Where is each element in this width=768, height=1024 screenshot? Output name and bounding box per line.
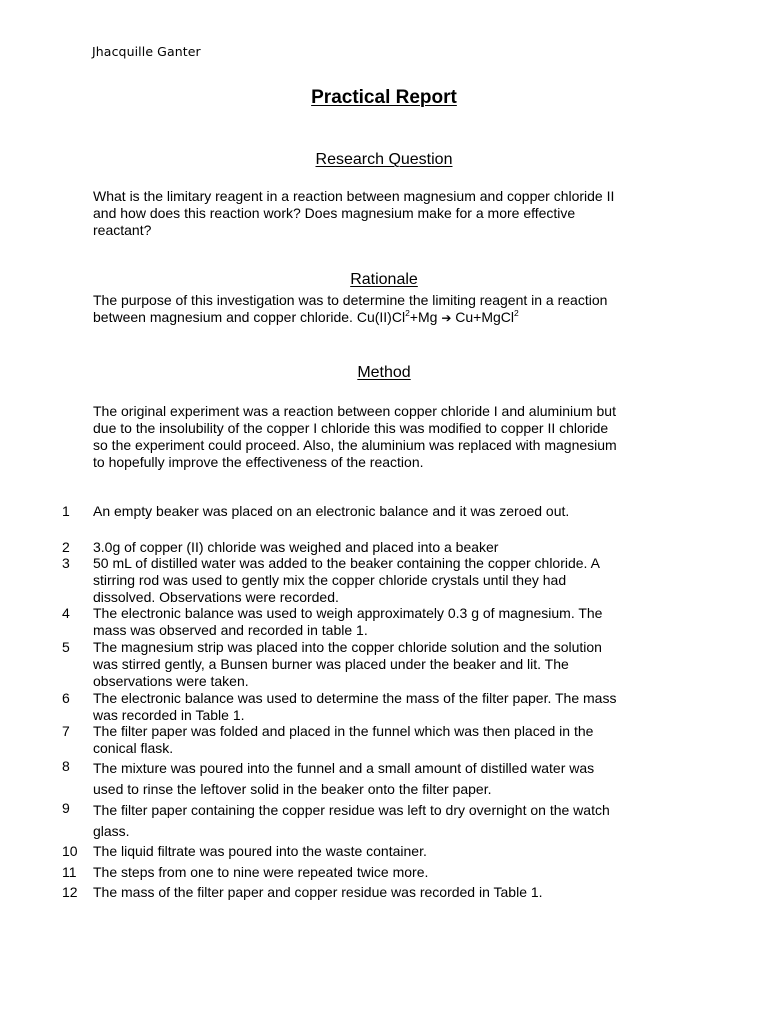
chemical-equation (357, 309, 519, 325)
step-text: conical flask. (93, 740, 174, 756)
step-text: was recorded in Table 1. (93, 707, 245, 723)
step-number: 4 (62, 605, 70, 621)
text-line: to hopefully improve the effectiveness of the reaction. (93, 454, 424, 470)
text-line: due to the insolubility of the copper I chloride this was modified to copper II chloride (93, 420, 609, 436)
step-number: 12 (62, 884, 78, 900)
step-text: used to rinse the leftover solid in the beaker onto the filter paper. (93, 781, 492, 797)
step-text: The steps from one to nine were repeated twice more. (93, 864, 429, 880)
text-line: What is the limitary reagent in a reaction between magnesium and copper chloride II (93, 188, 615, 204)
equation-subscript: 2 (514, 308, 519, 318)
text-line-with-equation (93, 309, 683, 327)
step-number: 1 (62, 503, 70, 519)
step-number: 7 (62, 723, 70, 739)
step-text: 50 mL of distilled water was added to the beaker containing the copper chloride. A (93, 555, 600, 571)
step-number: 5 (62, 639, 70, 655)
rationale-text (93, 292, 683, 327)
equation-subscript: 2 (405, 308, 410, 318)
step-text: dissolved. Observations were recorded. (93, 589, 339, 605)
method-intro (93, 403, 683, 471)
step-text: The mass of the filter paper and copper residue was recorded in Table 1. (93, 884, 543, 900)
method-heading: Method (357, 364, 411, 381)
text-line: The original experiment was a reaction between copper chloride I and aluminium but (93, 403, 616, 419)
text-segment: between magnesium and copper chloride. (93, 309, 357, 325)
arrow-icon: ➔ (441, 311, 452, 325)
step-number: 10 (62, 843, 78, 859)
page-title: Practical Report (311, 87, 457, 108)
step-text: The mixture was poured into the funnel and a small amount of distilled water was (93, 760, 595, 776)
step-text: The liquid filtrate was poured into the waste container. (93, 843, 427, 859)
step-number: 9 (62, 800, 70, 816)
step-text: was stirred gently, a Bunsen burner was placed under the beaker and lit. The (93, 656, 569, 672)
text-line: reactant? (93, 222, 152, 238)
equation-reactant: +Mg (409, 309, 442, 325)
step-text: 3.0g of copper (II) chloride was weighed and placed into a beaker (93, 539, 499, 555)
step-text: The electronic balance was used to determine the mass of the filter paper. The mass (93, 690, 617, 706)
step-number: 8 (62, 758, 70, 774)
step-text: The electronic balance was used to weigh approximately 0.3 g of magnesium. The (93, 605, 603, 621)
step-number: 2 (62, 539, 70, 555)
text-line: and how does this reaction work? Does magnesium make for a more effective (93, 205, 576, 221)
step-text: An empty beaker was placed on an electronic balance and it was zeroed out. (93, 503, 570, 519)
step-number: 11 (62, 864, 77, 880)
step-text: The filter paper containing the copper residue was left to dry overnight on the watch (93, 802, 610, 818)
text-line: so the experiment could proceed. Also, the aluminium was replaced with magnesium (93, 437, 617, 453)
step-text: stirring rod was used to gently mix the copper chloride crystals until they had (93, 572, 567, 588)
author-name: Jhacquille Ganter (92, 44, 201, 59)
step-text: glass. (93, 823, 130, 839)
step-text: The filter paper was folded and placed in the funnel which was then placed in the (93, 723, 594, 739)
step-number: 6 (62, 690, 70, 706)
equation-reactant: Cu(II)Cl (356, 309, 406, 325)
step-number: 3 (62, 555, 70, 571)
step-text: observations were taken. (93, 673, 249, 689)
step-text: The magnesium strip was placed into the copper chloride solution and the solution (93, 639, 602, 655)
step-text: mass was observed and recorded in table 1. (93, 622, 368, 638)
rationale-heading: Rationale (350, 271, 418, 288)
equation-product: Cu+MgCl (451, 309, 515, 325)
research-question-text (93, 188, 683, 239)
text-line: The purpose of this investigation was to determine the limiting reagent in a reaction (93, 292, 608, 308)
research-question-heading: Research Question (315, 151, 453, 168)
